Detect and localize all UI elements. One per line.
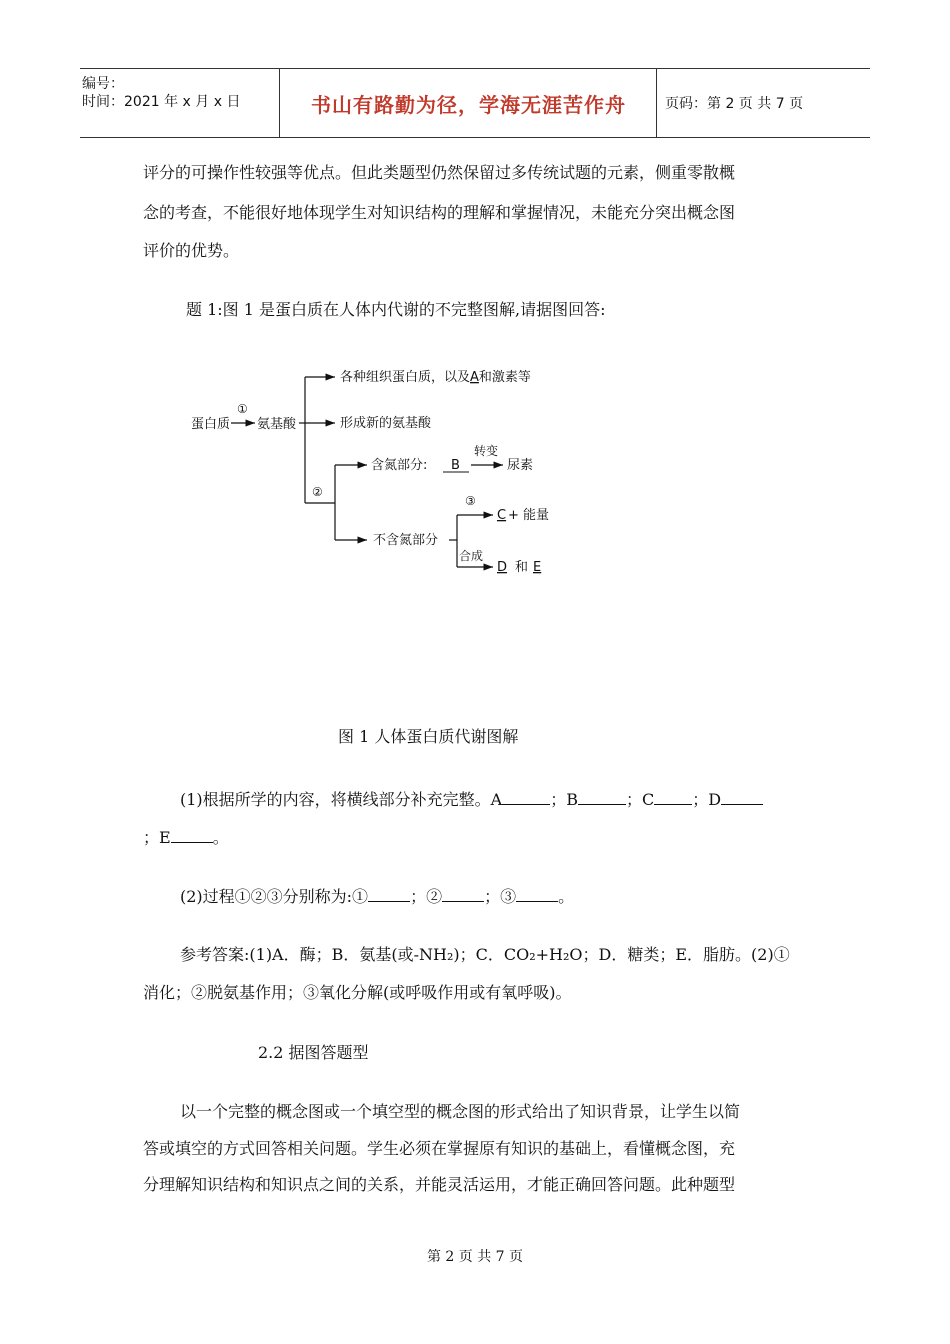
question-intro: 题 1:图 1 是蛋白质在人体内代谢的不完整图解,请据图回答: [186, 300, 606, 319]
header-page-info: 页码：第 2 页 共 7 页 [665, 96, 804, 112]
answer-line: 参考答案:(1)A．酶；B．氨基(或-NH₂)；C．CO₂+H₂O；D．糖类；E．脂肪。(2)① [180, 945, 790, 964]
answer-line: 消化；②脱氨基作用；③氧化分解(或呼吸作用或有氧呼吸)。 [143, 983, 572, 1002]
label-b: B [451, 458, 460, 473]
figure-caption: 图 1 人体蛋白质代谢图解 [338, 727, 519, 746]
question-1-cont: ；E 。 [143, 828, 229, 847]
paragraph-line: 分理解知识结构和知识点之间的关系，并能灵活运用，才能正确回答问题。此种题型 [143, 1175, 736, 1194]
node-non-n-part: 不含氮部分 [373, 533, 439, 548]
step-3-label: ③ [465, 494, 476, 508]
label-d: D [497, 560, 508, 575]
paragraph-line: 念的考查，不能很好地体现学生对知识结构的理解和掌握情况，未能充分突出概念图 [143, 203, 736, 222]
node-protein: 蛋白质 [191, 417, 231, 432]
header-number: 编号： [82, 76, 124, 92]
question-1: (1)根据所学的内容，将横线部分补充完整。A ；B ；C ；D [180, 787, 763, 810]
header-motto: 书山有路勤为径，学海无涯苦作舟 [281, 69, 657, 137]
node-new-amino-acid: 形成新的氨基酸 [340, 416, 432, 431]
page-footer: 第 2 页 共 7 页 [426, 1249, 524, 1265]
blank-e[interactable] [171, 826, 213, 843]
label-c: C [497, 508, 507, 523]
label-e: E [533, 560, 542, 575]
paragraph-line: 以一个完整的概念图或一个填空型的概念图的形式给出了知识背景，让学生以简 [180, 1102, 741, 1121]
node-amino-acid: 氨基酸 [257, 417, 297, 432]
blank-a[interactable] [502, 788, 550, 805]
node-tissue-protein: 各种组织蛋白质，以及A和激素等 [340, 370, 531, 385]
section-heading: 2.2 据图答题型 [258, 1043, 369, 1062]
blank-c[interactable] [654, 788, 692, 805]
step-1-label: ① [237, 402, 248, 416]
blank-b[interactable] [578, 788, 626, 805]
blank-d[interactable] [721, 788, 763, 805]
page-header [80, 68, 870, 138]
step-2-label: ② [312, 485, 323, 499]
node-urea: 尿素 [507, 458, 534, 473]
paragraph-line: 评分的可操作性较强等优点。但此类题型仍然保留过多传统试题的元素，侧重零散概 [143, 163, 736, 182]
transform-label: 转变 [474, 444, 499, 458]
blank-2[interactable] [442, 885, 484, 902]
header-meta [80, 69, 280, 137]
header-date: 时间：2021 年 x 月 x 日 [82, 94, 241, 110]
and-label: 和 [515, 560, 529, 575]
synth-label: 合成 [459, 549, 484, 563]
question-2: (2)过程①②③分别称为:① ；② ；③ 。 [180, 887, 575, 906]
blank-1[interactable] [368, 885, 410, 902]
plus-energy: + 能量 [508, 508, 550, 523]
protein-metabolism-diagram [185, 355, 585, 585]
paragraph-line: 答或填空的方式回答相关问题。学生必须在掌握原有知识的基础上，看懂概念图，充 [143, 1139, 736, 1158]
node-n-part: 含氮部分: [371, 458, 428, 473]
paragraph-line: 评价的优势。 [143, 241, 240, 260]
blank-3[interactable] [516, 885, 558, 902]
